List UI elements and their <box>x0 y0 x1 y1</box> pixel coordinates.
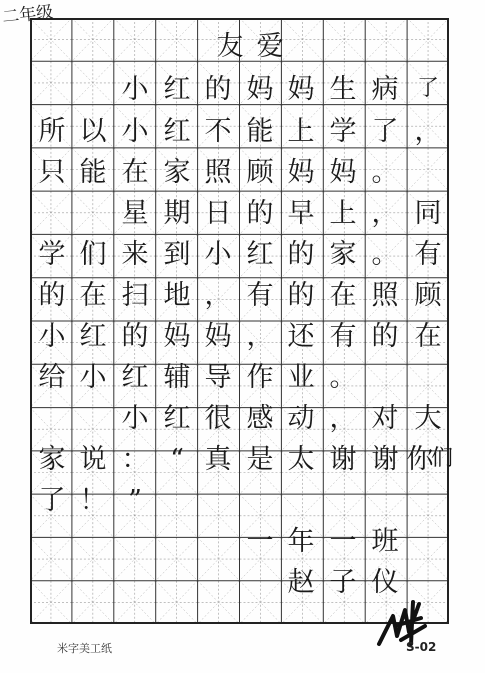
essay-char: 家 <box>38 444 66 475</box>
essay-char: 早 <box>287 198 315 229</box>
class-char: 一 <box>246 526 274 557</box>
essay-char: 有 <box>329 321 357 352</box>
essay-char: 对 <box>371 403 399 434</box>
essay-char: 不 <box>204 116 232 147</box>
class-char: 年 <box>287 526 315 557</box>
essay-char: 太 <box>287 444 315 475</box>
essay-char: 在 <box>414 321 442 352</box>
essay-char: 是 <box>246 444 274 475</box>
essay-char: 上 <box>287 116 315 147</box>
essay-char: 红 <box>79 321 107 352</box>
essay-char: ” <box>128 485 142 516</box>
essay-char: 谢 <box>371 444 399 475</box>
name-char: 子 <box>329 567 357 598</box>
essay-char: 红 <box>121 362 149 393</box>
essay-char: 妈 <box>204 321 232 352</box>
essay-char: 红 <box>246 239 274 270</box>
essay-char: 只 <box>38 157 66 188</box>
essay-char: 照 <box>204 157 232 188</box>
essay-char: 来 <box>121 239 149 270</box>
essay-char: 。 <box>371 239 399 270</box>
essay-char: 你 <box>406 444 434 475</box>
essay-char: 的 <box>38 280 66 311</box>
essay-char: 大 <box>414 403 442 434</box>
essay-char: 还 <box>287 321 315 352</box>
essay-char: 有 <box>414 239 442 270</box>
essay-char: 小 <box>79 362 107 393</box>
essay-char: 的 <box>371 321 399 352</box>
essay-char: 期 <box>163 198 191 229</box>
essay-char: 在 <box>329 280 357 311</box>
essay-char: 以 <box>79 116 107 147</box>
essay-char: 家 <box>329 239 357 270</box>
essay-char: 妈 <box>287 157 315 188</box>
essay-char: 妈 <box>329 157 357 188</box>
essay-char: 在 <box>121 157 149 188</box>
essay-char: ， <box>414 116 442 147</box>
essay-char: 所 <box>38 116 66 147</box>
essay-char: 很 <box>204 403 232 434</box>
essay-char: 了 <box>416 76 439 101</box>
essay-char: 小 <box>121 74 149 105</box>
essay-char: 小 <box>204 239 232 270</box>
essay-char: 了 <box>38 485 66 516</box>
essay-char: 红 <box>163 74 191 105</box>
essay-char: 作 <box>246 362 274 393</box>
essay-char: 说 <box>79 444 107 475</box>
essay-char: 星 <box>121 198 149 229</box>
essay-char: 妈 <box>287 74 315 105</box>
essay-char: 们 <box>79 239 107 270</box>
essay-char: ！ <box>79 485 107 516</box>
essay-char: 家 <box>163 157 191 188</box>
essay-char: 了 <box>371 116 399 147</box>
essay-char: 能 <box>79 157 107 188</box>
essay-char: ， <box>246 321 274 352</box>
name-char: 赵 <box>287 567 315 598</box>
essay-char: 的 <box>287 280 315 311</box>
essay-char: 的 <box>204 74 232 105</box>
essay-char: 同 <box>414 198 442 229</box>
essay-char: ， <box>371 198 399 229</box>
essay-char: 的 <box>121 321 149 352</box>
essay-char: 在 <box>79 280 107 311</box>
class-char: 班 <box>371 526 399 557</box>
essay-char: 小 <box>121 116 149 147</box>
essay-char-overflow: 们 <box>430 446 453 471</box>
essay-char: 顾 <box>414 280 442 311</box>
essay-char: 的 <box>246 198 274 229</box>
essay-char: 到 <box>163 239 191 270</box>
essay-char: ， <box>204 280 232 311</box>
essay-char: 能 <box>246 116 274 147</box>
essay-char: 日 <box>204 198 232 229</box>
essay-char: 学 <box>329 116 357 147</box>
essay-char: 病 <box>371 74 399 105</box>
essay-char: 有 <box>246 280 274 311</box>
essay-char: ： <box>121 444 149 475</box>
paper-code: S-02 <box>406 640 437 654</box>
essay-char: 谢 <box>329 444 357 475</box>
essay-char: 红 <box>163 116 191 147</box>
title-char-2: 爱 <box>256 31 284 62</box>
essay-char: 辅 <box>163 362 191 393</box>
essay-char: 真 <box>204 444 232 475</box>
title-char-1: 友 <box>216 31 244 62</box>
essay-char: 妈 <box>246 74 274 105</box>
essay-char: 小 <box>121 403 149 434</box>
essay-char: 上 <box>329 198 357 229</box>
essay-char: 小 <box>38 321 66 352</box>
class-char: 一 <box>329 526 357 557</box>
name-char: 仪 <box>371 567 399 598</box>
essay-char: 地 <box>163 280 191 311</box>
essay-char: 给 <box>38 362 66 393</box>
essay-char: 顾 <box>246 157 274 188</box>
essay-char: 动 <box>287 403 315 434</box>
essay-char: 扫 <box>121 280 149 311</box>
grade-note: 二年级 <box>1 2 55 28</box>
essay-char: 。 <box>329 362 357 393</box>
essay-char: 感 <box>246 403 274 434</box>
essay-char: 业 <box>287 362 315 393</box>
essay-char: 。 <box>371 157 399 188</box>
essay-char: 红 <box>163 403 191 434</box>
essay-char: 妈 <box>163 321 191 352</box>
essay-char: 的 <box>287 239 315 270</box>
essay-char: 学 <box>38 239 66 270</box>
essay-char: ， <box>329 403 357 434</box>
essay-char: 导 <box>204 362 232 393</box>
essay-char: “ <box>170 444 184 475</box>
paper-label: 米字美工纸 <box>57 642 112 655</box>
essay-char: 照 <box>371 280 399 311</box>
essay-char: 生 <box>329 74 357 105</box>
